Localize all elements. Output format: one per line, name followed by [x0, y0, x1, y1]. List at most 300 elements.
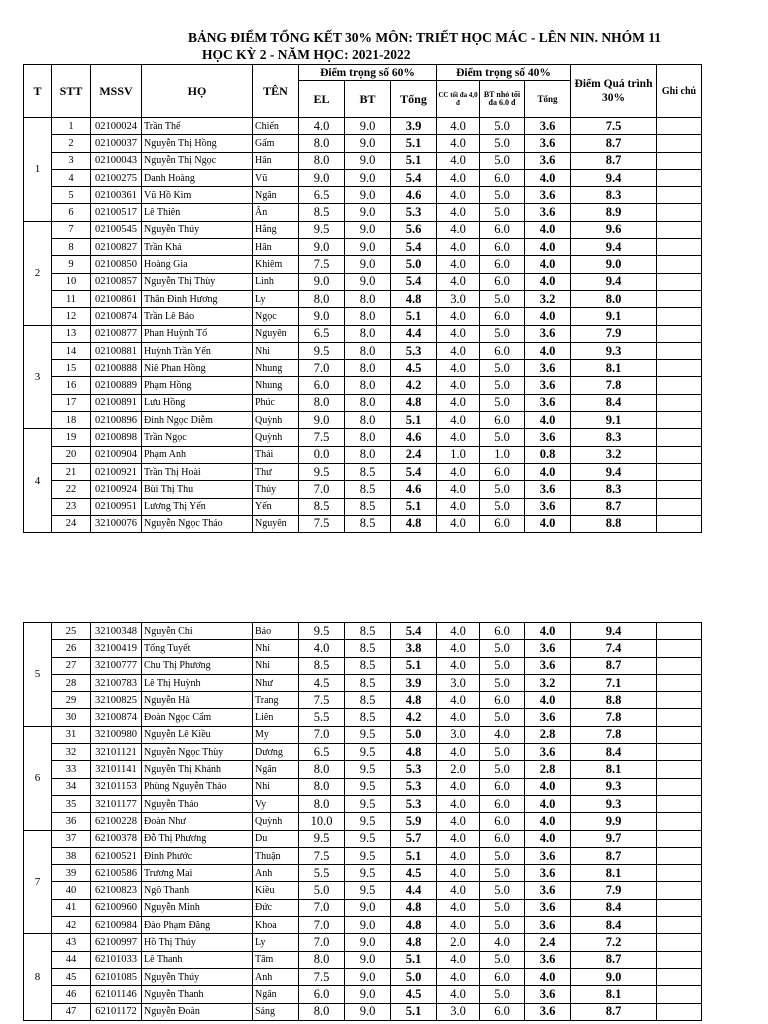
- table-row: [24, 481, 702, 498]
- cc-score: 4.0: [437, 169, 480, 186]
- ho-cell: Trần Thị Hoài: [142, 463, 253, 480]
- note-cell: [657, 239, 702, 256]
- cc-score: 4.0: [437, 692, 480, 709]
- mssv-cell: 02100275: [91, 169, 142, 186]
- mssv-cell: 02100024: [91, 118, 142, 135]
- mssv-cell: 02100545: [91, 221, 142, 238]
- stt-cell: 23: [52, 498, 91, 515]
- ten-cell: Nhi: [253, 778, 299, 795]
- ten-cell: Ân: [253, 204, 299, 221]
- bt-score: 8.5: [345, 674, 391, 691]
- ho-cell: Lê Thiên: [142, 204, 253, 221]
- tong-60-score: 5.1: [391, 412, 437, 429]
- table-row: [24, 1003, 702, 1020]
- bt-score: 8.5: [345, 498, 391, 515]
- el-score: 7.0: [299, 917, 345, 934]
- tong-40-score: 3.6: [525, 135, 571, 152]
- note-cell: [657, 761, 702, 778]
- cc-score: 4.0: [437, 623, 480, 640]
- cc-score: 1.0: [437, 446, 480, 463]
- el-score: 8.0: [299, 290, 345, 307]
- note-cell: [657, 778, 702, 795]
- bt-score: 8.5: [345, 463, 391, 480]
- el-score: 7.5: [299, 515, 345, 532]
- ten-cell: Bảo: [253, 623, 299, 640]
- bt-score: 8.0: [345, 412, 391, 429]
- process-score: 9.4: [571, 239, 657, 256]
- ten-cell: Thư: [253, 463, 299, 480]
- cc-score: 4.0: [437, 239, 480, 256]
- ten-cell: Hằng: [253, 221, 299, 238]
- note-cell: [657, 429, 702, 446]
- cc-score: 3.0: [437, 1003, 480, 1020]
- mssv-cell: 62100228: [91, 813, 142, 830]
- bt-small-score: 6.0: [480, 239, 525, 256]
- stt-cell: 13: [52, 325, 91, 342]
- stt-cell: 39: [52, 865, 91, 882]
- el-score: 7.5: [299, 968, 345, 985]
- mssv-cell: 02100951: [91, 498, 142, 515]
- ten-cell: Nguyên: [253, 325, 299, 342]
- ho-cell: Trần Khả: [142, 239, 253, 256]
- cc-score: 4.0: [437, 498, 480, 515]
- table-row: [24, 934, 702, 951]
- tong-60-score: 4.4: [391, 325, 437, 342]
- el-score: 9.0: [299, 239, 345, 256]
- stt-cell: 8: [52, 239, 91, 256]
- table-row: [24, 429, 702, 446]
- ten-cell: Khoa: [253, 917, 299, 934]
- bt-score: 9.0: [345, 169, 391, 186]
- cc-score: 4.0: [437, 986, 480, 1003]
- col-header-weight-60: Điểm trọng số 60%: [299, 65, 437, 81]
- process-score: 8.0: [571, 290, 657, 307]
- mssv-cell: 32100348: [91, 623, 142, 640]
- el-score: 6.5: [299, 744, 345, 761]
- ten-cell: Kiều: [253, 882, 299, 899]
- bt-score: 8.0: [345, 429, 391, 446]
- col-header-t: T: [24, 65, 52, 118]
- ho-cell: Trương Mai: [142, 865, 253, 882]
- ho-cell: Ngô Thanh: [142, 882, 253, 899]
- cc-score: 4.0: [437, 657, 480, 674]
- bt-score: 9.5: [345, 813, 391, 830]
- el-score: 0.0: [299, 446, 345, 463]
- tong-40-score: 3.6: [525, 899, 571, 916]
- ho-cell: Trần Thế: [142, 118, 253, 135]
- note-cell: [657, 795, 702, 812]
- bt-score: 8.0: [345, 308, 391, 325]
- tong-40-score: 4.0: [525, 778, 571, 795]
- ten-cell: Phúc: [253, 394, 299, 411]
- note-cell: [657, 187, 702, 204]
- process-score: 8.7: [571, 152, 657, 169]
- el-score: 9.5: [299, 463, 345, 480]
- tong-60-score: 3.8: [391, 640, 437, 657]
- bt-score: 9.5: [345, 761, 391, 778]
- el-score: 9.5: [299, 221, 345, 238]
- cc-score: 4.0: [437, 709, 480, 726]
- mssv-cell: 62100521: [91, 847, 142, 864]
- ho-cell: Nguyễn Thị Ngọc: [142, 152, 253, 169]
- tong-60-score: 3.9: [391, 118, 437, 135]
- bt-score: 8.5: [345, 640, 391, 657]
- bt-small-score: 5.0: [480, 429, 525, 446]
- tong-40-score: 3.6: [525, 1003, 571, 1020]
- process-score: 9.4: [571, 169, 657, 186]
- cc-score: 4.0: [437, 968, 480, 985]
- tong-60-score: 4.5: [391, 865, 437, 882]
- note-cell: [657, 204, 702, 221]
- cc-score: 4.0: [437, 847, 480, 864]
- bt-small-score: 5.0: [480, 204, 525, 221]
- tong-60-score: 4.2: [391, 709, 437, 726]
- ten-cell: Khiêm: [253, 256, 299, 273]
- ho-cell: Lê Thị Huỳnh: [142, 674, 253, 691]
- stt-cell: 11: [52, 290, 91, 307]
- bt-small-score: 5.0: [480, 290, 525, 307]
- mssv-cell: 62100960: [91, 899, 142, 916]
- tong-60-score: 4.6: [391, 187, 437, 204]
- cc-score: 3.0: [437, 726, 480, 743]
- tong-60-score: 5.0: [391, 726, 437, 743]
- stt-cell: 33: [52, 761, 91, 778]
- tong-40-score: 3.6: [525, 951, 571, 968]
- bt-score: 9.5: [345, 865, 391, 882]
- bt-small-score: 5.0: [480, 657, 525, 674]
- tong-60-score: 5.1: [391, 498, 437, 515]
- bt-score: 8.5: [345, 481, 391, 498]
- bt-score: 9.5: [345, 847, 391, 864]
- tong-60-score: 4.8: [391, 917, 437, 934]
- bt-small-score: 6.0: [480, 830, 525, 847]
- process-score: 3.2: [571, 446, 657, 463]
- tong-60-score: 4.8: [391, 394, 437, 411]
- tong-60-score: 4.6: [391, 429, 437, 446]
- note-cell: [657, 674, 702, 691]
- cc-score: 4.0: [437, 325, 480, 342]
- bt-small-score: 6.0: [480, 515, 525, 532]
- tong-40-score: 4.0: [525, 968, 571, 985]
- stt-cell: 45: [52, 968, 91, 985]
- ten-cell: Như: [253, 674, 299, 691]
- tong-40-score: 3.6: [525, 657, 571, 674]
- ho-cell: Trần Lê Bảo: [142, 308, 253, 325]
- cc-score: 4.0: [437, 377, 480, 394]
- el-score: 7.0: [299, 481, 345, 498]
- mssv-cell: 62101033: [91, 951, 142, 968]
- ten-cell: Thuận: [253, 847, 299, 864]
- tong-40-score: 3.6: [525, 360, 571, 377]
- tong-60-score: 5.0: [391, 968, 437, 985]
- process-score: 9.0: [571, 968, 657, 985]
- note-cell: [657, 709, 702, 726]
- stt-cell: 14: [52, 342, 91, 359]
- ten-cell: Chiến: [253, 118, 299, 135]
- col-header-bt: BT: [345, 81, 391, 118]
- process-score: 7.1: [571, 674, 657, 691]
- note-cell: [657, 744, 702, 761]
- ho-cell: Đào Phạm Đăng: [142, 917, 253, 934]
- table-row: [24, 899, 702, 916]
- bt-small-score: 6.0: [480, 795, 525, 812]
- table-row: [24, 623, 702, 640]
- cc-score: 4.0: [437, 778, 480, 795]
- tong-60-score: 5.7: [391, 830, 437, 847]
- cc-score: 4.0: [437, 273, 480, 290]
- ten-cell: Gấm: [253, 135, 299, 152]
- cc-score: 4.0: [437, 152, 480, 169]
- grade-table-page-1: [23, 64, 702, 533]
- cc-score: 4.0: [437, 640, 480, 657]
- mssv-cell: 62100378: [91, 830, 142, 847]
- ho-cell: Nguyễn Thúy: [142, 221, 253, 238]
- table-row: [24, 169, 702, 186]
- ten-cell: Trang: [253, 692, 299, 709]
- cc-score: 4.0: [437, 951, 480, 968]
- process-score: 7.8: [571, 709, 657, 726]
- col-header-cc: CC tối đa 4,0 đ: [437, 81, 480, 118]
- bt-score: 8.0: [345, 446, 391, 463]
- bt-small-score: 5.0: [480, 865, 525, 882]
- bt-small-score: 5.0: [480, 882, 525, 899]
- note-cell: [657, 446, 702, 463]
- ho-cell: Chu Thị Phương: [142, 657, 253, 674]
- ten-cell: Quỳnh: [253, 429, 299, 446]
- tong-40-score: 3.6: [525, 204, 571, 221]
- group-number: 1: [24, 118, 52, 222]
- stt-cell: 41: [52, 899, 91, 916]
- mssv-cell: 62101085: [91, 968, 142, 985]
- process-score: 8.1: [571, 761, 657, 778]
- tong-60-score: 4.5: [391, 986, 437, 1003]
- ten-cell: Thủy: [253, 481, 299, 498]
- tong-60-score: 5.1: [391, 1003, 437, 1020]
- cc-score: 2.0: [437, 934, 480, 951]
- process-score: 8.4: [571, 744, 657, 761]
- bt-small-score: 5.0: [480, 481, 525, 498]
- tong-60-score: 5.4: [391, 463, 437, 480]
- ho-cell: Đoàn Như: [142, 813, 253, 830]
- tong-60-score: 4.8: [391, 290, 437, 307]
- ho-cell: Nguyễn Ngọc Thùy: [142, 744, 253, 761]
- bt-small-score: 6.0: [480, 813, 525, 830]
- ho-cell: Đoàn Ngọc Cẩm: [142, 709, 253, 726]
- grade-table-page-2: [23, 622, 702, 1021]
- table-row: [24, 325, 702, 342]
- table-row: [24, 657, 702, 674]
- stt-cell: 30: [52, 709, 91, 726]
- group-number: 2: [24, 221, 52, 325]
- table-row: [24, 709, 702, 726]
- bt-small-score: 5.0: [480, 135, 525, 152]
- process-score: 8.7: [571, 657, 657, 674]
- el-score: 8.0: [299, 795, 345, 812]
- mssv-cell: 32100783: [91, 674, 142, 691]
- mssv-cell: 02100827: [91, 239, 142, 256]
- stt-cell: 26: [52, 640, 91, 657]
- table-row: [24, 640, 702, 657]
- table-row: [24, 917, 702, 934]
- tong-60-score: 5.1: [391, 847, 437, 864]
- stt-cell: 25: [52, 623, 91, 640]
- tong-40-score: 3.6: [525, 865, 571, 882]
- tong-40-score: 4.0: [525, 463, 571, 480]
- bt-score: 8.0: [345, 394, 391, 411]
- note-cell: [657, 951, 702, 968]
- tong-60-score: 4.8: [391, 934, 437, 951]
- tong-40-score: 3.6: [525, 709, 571, 726]
- process-score: 7.8: [571, 726, 657, 743]
- note-cell: [657, 865, 702, 882]
- el-score: 8.0: [299, 394, 345, 411]
- process-score: 9.6: [571, 221, 657, 238]
- el-score: 8.0: [299, 135, 345, 152]
- stt-cell: 15: [52, 360, 91, 377]
- mssv-cell: 32100825: [91, 692, 142, 709]
- mssv-cell: 62101146: [91, 986, 142, 1003]
- mssv-cell: 02100043: [91, 152, 142, 169]
- tong-60-score: 5.0: [391, 256, 437, 273]
- table-row: [24, 256, 702, 273]
- el-score: 5.5: [299, 865, 345, 882]
- table-row: [24, 377, 702, 394]
- bt-score: 9.0: [345, 968, 391, 985]
- ho-cell: Danh Hoàng: [142, 169, 253, 186]
- note-cell: [657, 342, 702, 359]
- ho-cell: Lê Thanh: [142, 951, 253, 968]
- mssv-cell: 02100924: [91, 481, 142, 498]
- mssv-cell: 02100517: [91, 204, 142, 221]
- process-score: 7.8: [571, 377, 657, 394]
- bt-score: 8.5: [345, 692, 391, 709]
- tong-60-score: 5.4: [391, 239, 437, 256]
- tong-40-score: 0.8: [525, 446, 571, 463]
- ten-cell: Dương: [253, 744, 299, 761]
- tong-40-score: 3.6: [525, 498, 571, 515]
- bt-score: 9.0: [345, 934, 391, 951]
- ho-cell: Đỗ Thị Phương: [142, 830, 253, 847]
- mssv-cell: 02100861: [91, 290, 142, 307]
- table-row: [24, 761, 702, 778]
- stt-cell: 21: [52, 463, 91, 480]
- bt-small-score: 6.0: [480, 463, 525, 480]
- table-row: [24, 273, 702, 290]
- ho-cell: Đinh Phước: [142, 847, 253, 864]
- process-score: 8.4: [571, 899, 657, 916]
- note-cell: [657, 692, 702, 709]
- group-number: 3: [24, 325, 52, 429]
- tong-40-score: 4.0: [525, 412, 571, 429]
- table-row: [24, 813, 702, 830]
- grade-rows-page-1: [24, 118, 702, 533]
- tong-40-score: 3.6: [525, 325, 571, 342]
- stt-cell: 29: [52, 692, 91, 709]
- tong-60-score: 5.3: [391, 204, 437, 221]
- ten-cell: Ngân: [253, 761, 299, 778]
- bt-small-score: 4.0: [480, 726, 525, 743]
- process-score: 8.3: [571, 187, 657, 204]
- tong-40-score: 4.0: [525, 813, 571, 830]
- cc-score: 4.0: [437, 342, 480, 359]
- cc-score: 4.0: [437, 308, 480, 325]
- col-header-el: EL: [299, 81, 345, 118]
- tong-60-score: 5.3: [391, 342, 437, 359]
- tong-40-score: 3.6: [525, 847, 571, 864]
- tong-40-score: 2.8: [525, 761, 571, 778]
- process-score: 8.3: [571, 429, 657, 446]
- process-score: 8.8: [571, 515, 657, 532]
- group-number: 6: [24, 726, 52, 830]
- note-cell: [657, 394, 702, 411]
- bt-small-score: 5.0: [480, 847, 525, 864]
- table-row: [24, 795, 702, 812]
- table-row: [24, 221, 702, 238]
- ho-cell: Nguyễn Minh: [142, 899, 253, 916]
- bt-score: 8.0: [345, 342, 391, 359]
- ho-cell: Lưu Hồng: [142, 394, 253, 411]
- table-row: [24, 118, 702, 135]
- process-score: 8.1: [571, 360, 657, 377]
- stt-cell: 3: [52, 152, 91, 169]
- tong-60-score: 5.9: [391, 813, 437, 830]
- tong-60-score: 4.4: [391, 882, 437, 899]
- stt-cell: 34: [52, 778, 91, 795]
- el-score: 10.0: [299, 813, 345, 830]
- mssv-cell: 32101141: [91, 761, 142, 778]
- tong-60-score: 4.8: [391, 744, 437, 761]
- ho-cell: Nguyễn Ngọc Thảo: [142, 515, 253, 532]
- bt-small-score: 4.0: [480, 934, 525, 951]
- ho-cell: Nguyễn Thị Hồng: [142, 135, 253, 152]
- el-score: 7.0: [299, 360, 345, 377]
- mssv-cell: 32101121: [91, 744, 142, 761]
- ho-cell: Nguyễn Hà: [142, 692, 253, 709]
- bt-score: 8.5: [345, 709, 391, 726]
- bt-score: 9.0: [345, 273, 391, 290]
- bt-score: 9.0: [345, 221, 391, 238]
- cc-score: 4.0: [437, 394, 480, 411]
- bt-small-score: 6.0: [480, 778, 525, 795]
- process-score: 9.4: [571, 273, 657, 290]
- tong-40-score: 4.0: [525, 795, 571, 812]
- stt-cell: 37: [52, 830, 91, 847]
- cc-score: 3.0: [437, 674, 480, 691]
- tong-60-score: 5.1: [391, 657, 437, 674]
- bt-small-score: 6.0: [480, 273, 525, 290]
- process-score: 8.4: [571, 394, 657, 411]
- stt-cell: 9: [52, 256, 91, 273]
- ten-cell: Ly: [253, 290, 299, 307]
- note-cell: [657, 308, 702, 325]
- table-row: [24, 239, 702, 256]
- tong-40-score: 4.0: [525, 221, 571, 238]
- process-score: 8.7: [571, 951, 657, 968]
- stt-cell: 36: [52, 813, 91, 830]
- group-number: 8: [24, 934, 52, 1020]
- el-score: 5.5: [299, 709, 345, 726]
- ten-cell: Hân: [253, 239, 299, 256]
- note-cell: [657, 152, 702, 169]
- ho-cell: Nguyễn Lê Kiều: [142, 726, 253, 743]
- table-row: [24, 865, 702, 882]
- table-row: [24, 290, 702, 307]
- note-cell: [657, 968, 702, 985]
- mssv-cell: 62100984: [91, 917, 142, 934]
- bt-score: 9.0: [345, 118, 391, 135]
- el-score: 5.0: [299, 882, 345, 899]
- tong-40-score: 4.0: [525, 308, 571, 325]
